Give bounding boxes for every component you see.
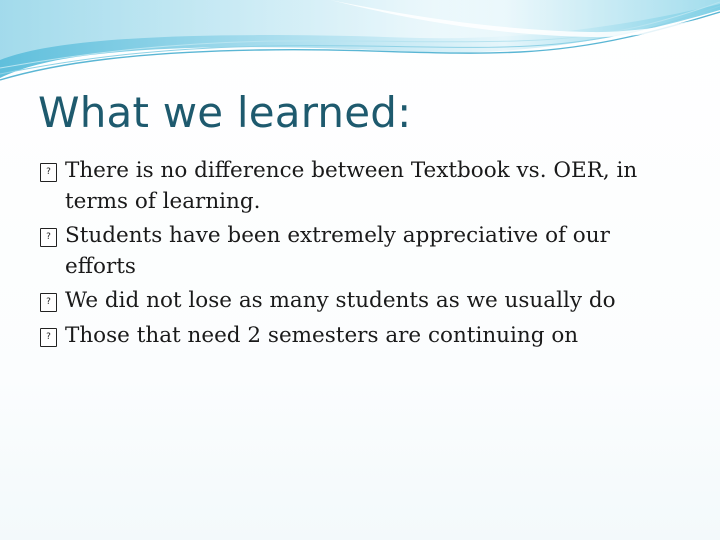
bullet-text: Those that need 2 semesters are continuing on <box>65 322 579 348</box>
slide-title: What we learned: <box>38 88 412 137</box>
bullet-list <box>40 156 680 355</box>
bullet-item <box>40 156 680 217</box>
missing-glyph-bullet-icon: ? <box>40 328 57 347</box>
bullet-item <box>40 286 680 317</box>
bullet-text: There is no difference between Textbook vs. OER, in terms of learning. <box>65 158 638 214</box>
decorative-wave-header <box>0 0 720 95</box>
bullet-item <box>40 321 680 352</box>
missing-glyph-bullet-icon: ? <box>40 293 57 312</box>
bullet-item <box>40 221 680 282</box>
bullet-text: We did not lose as many students as we usually do <box>65 288 616 313</box>
missing-glyph-bullet-icon: ? <box>40 228 57 247</box>
missing-glyph-bullet-icon: ? <box>40 163 57 182</box>
bullet-text: Students have been extremely appreciative of our efforts <box>65 223 610 279</box>
